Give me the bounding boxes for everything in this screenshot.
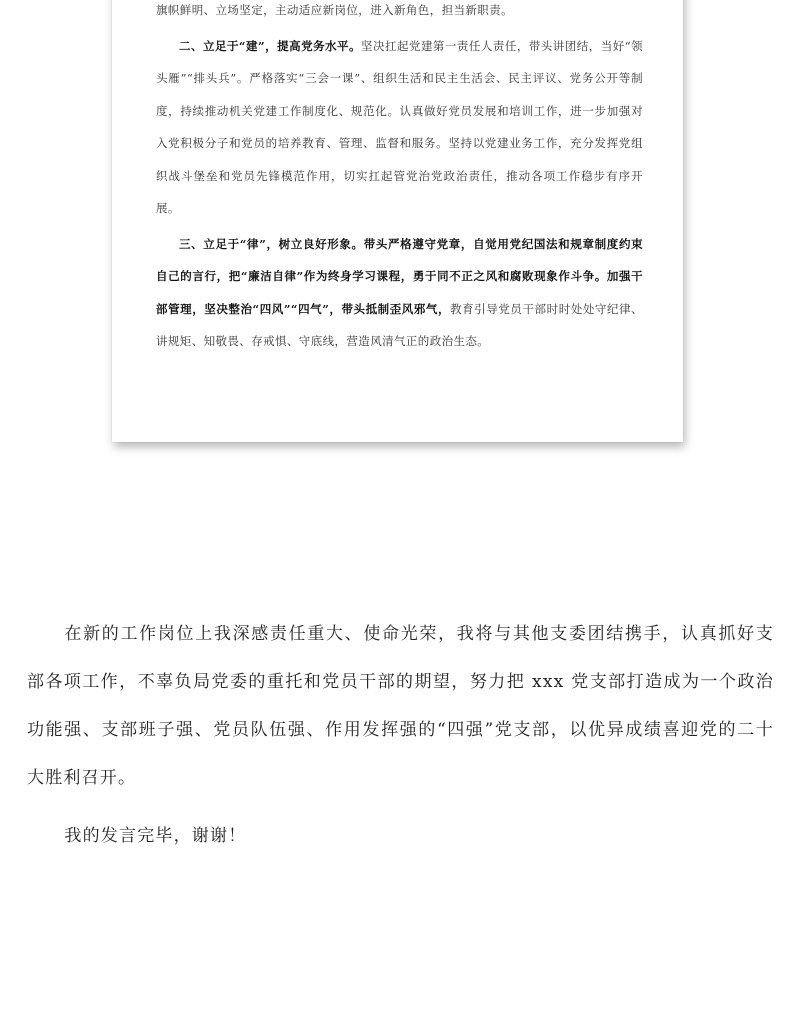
section-two-paragraph bbox=[156, 30, 643, 225]
section-two-heading: 二、立足于“建”，提高党务水平。 bbox=[179, 38, 362, 53]
paragraph-fragment: 旗帜鲜明、立场坚定，主动适应新岗位，进入新角色，担当新职责。 bbox=[156, 3, 513, 17]
closing-remarks-paragraph: 在新的工作岗位上我深感责任重大、使命光荣，我将与其他支委团结携手，认真抓好支部各项工作，不辜负局党委的重托和党员干部的期望，努力把 xxx 党支部打造成为一个政治功能强、支部班子强、党员队伍强、作用发挥强的“四强”党支部，以优异成绩喜迎党的二十大胜利召开。 bbox=[27, 624, 774, 788]
section-three-paragraph bbox=[156, 228, 643, 358]
document-page-content bbox=[156, 0, 643, 358]
section-three-body: 教育引导党员干部时时处处守纪律、讲规矩、知敬畏、存戒惧、守底线，营造风清气正的政治生态。 bbox=[156, 301, 644, 348]
section-two-body: 坚决扛起党建第一责任人责任，带头讲团结，当好“领头雁”“排头兵”。严格落实“三会一课”、组织生活和民主生活会、民主评议、党务公开等制度，持续推动机关党建工作制度化、规范化。认真做好党员发展和培训工作，进一步加强对入党积极分子和党员的培养教育、管理、监督和服务。坚持以党建业务工作，充分发挥党组织战斗堡垒和党员先锋模范作用，切实扛起管党治党政治责任，推动各项工作稳步有序开展。 bbox=[156, 38, 643, 215]
section-three-heading: 三、立足于“律”，树立良好形象。带头严格遵守党章，自觉用党纪国法和规章制度约束自己的言行，把“廉洁自律”作为终身学习课程，勇于同不正之风和腐败现象作斗争。加强干部管理，坚决整治“四风”“四气”，带头抵制歪风邪气， bbox=[156, 236, 643, 316]
speech-text bbox=[27, 610, 774, 860]
closing-thanks: 我的发言完毕，谢谢！ bbox=[64, 826, 247, 846]
document-page-preview bbox=[112, 0, 683, 442]
